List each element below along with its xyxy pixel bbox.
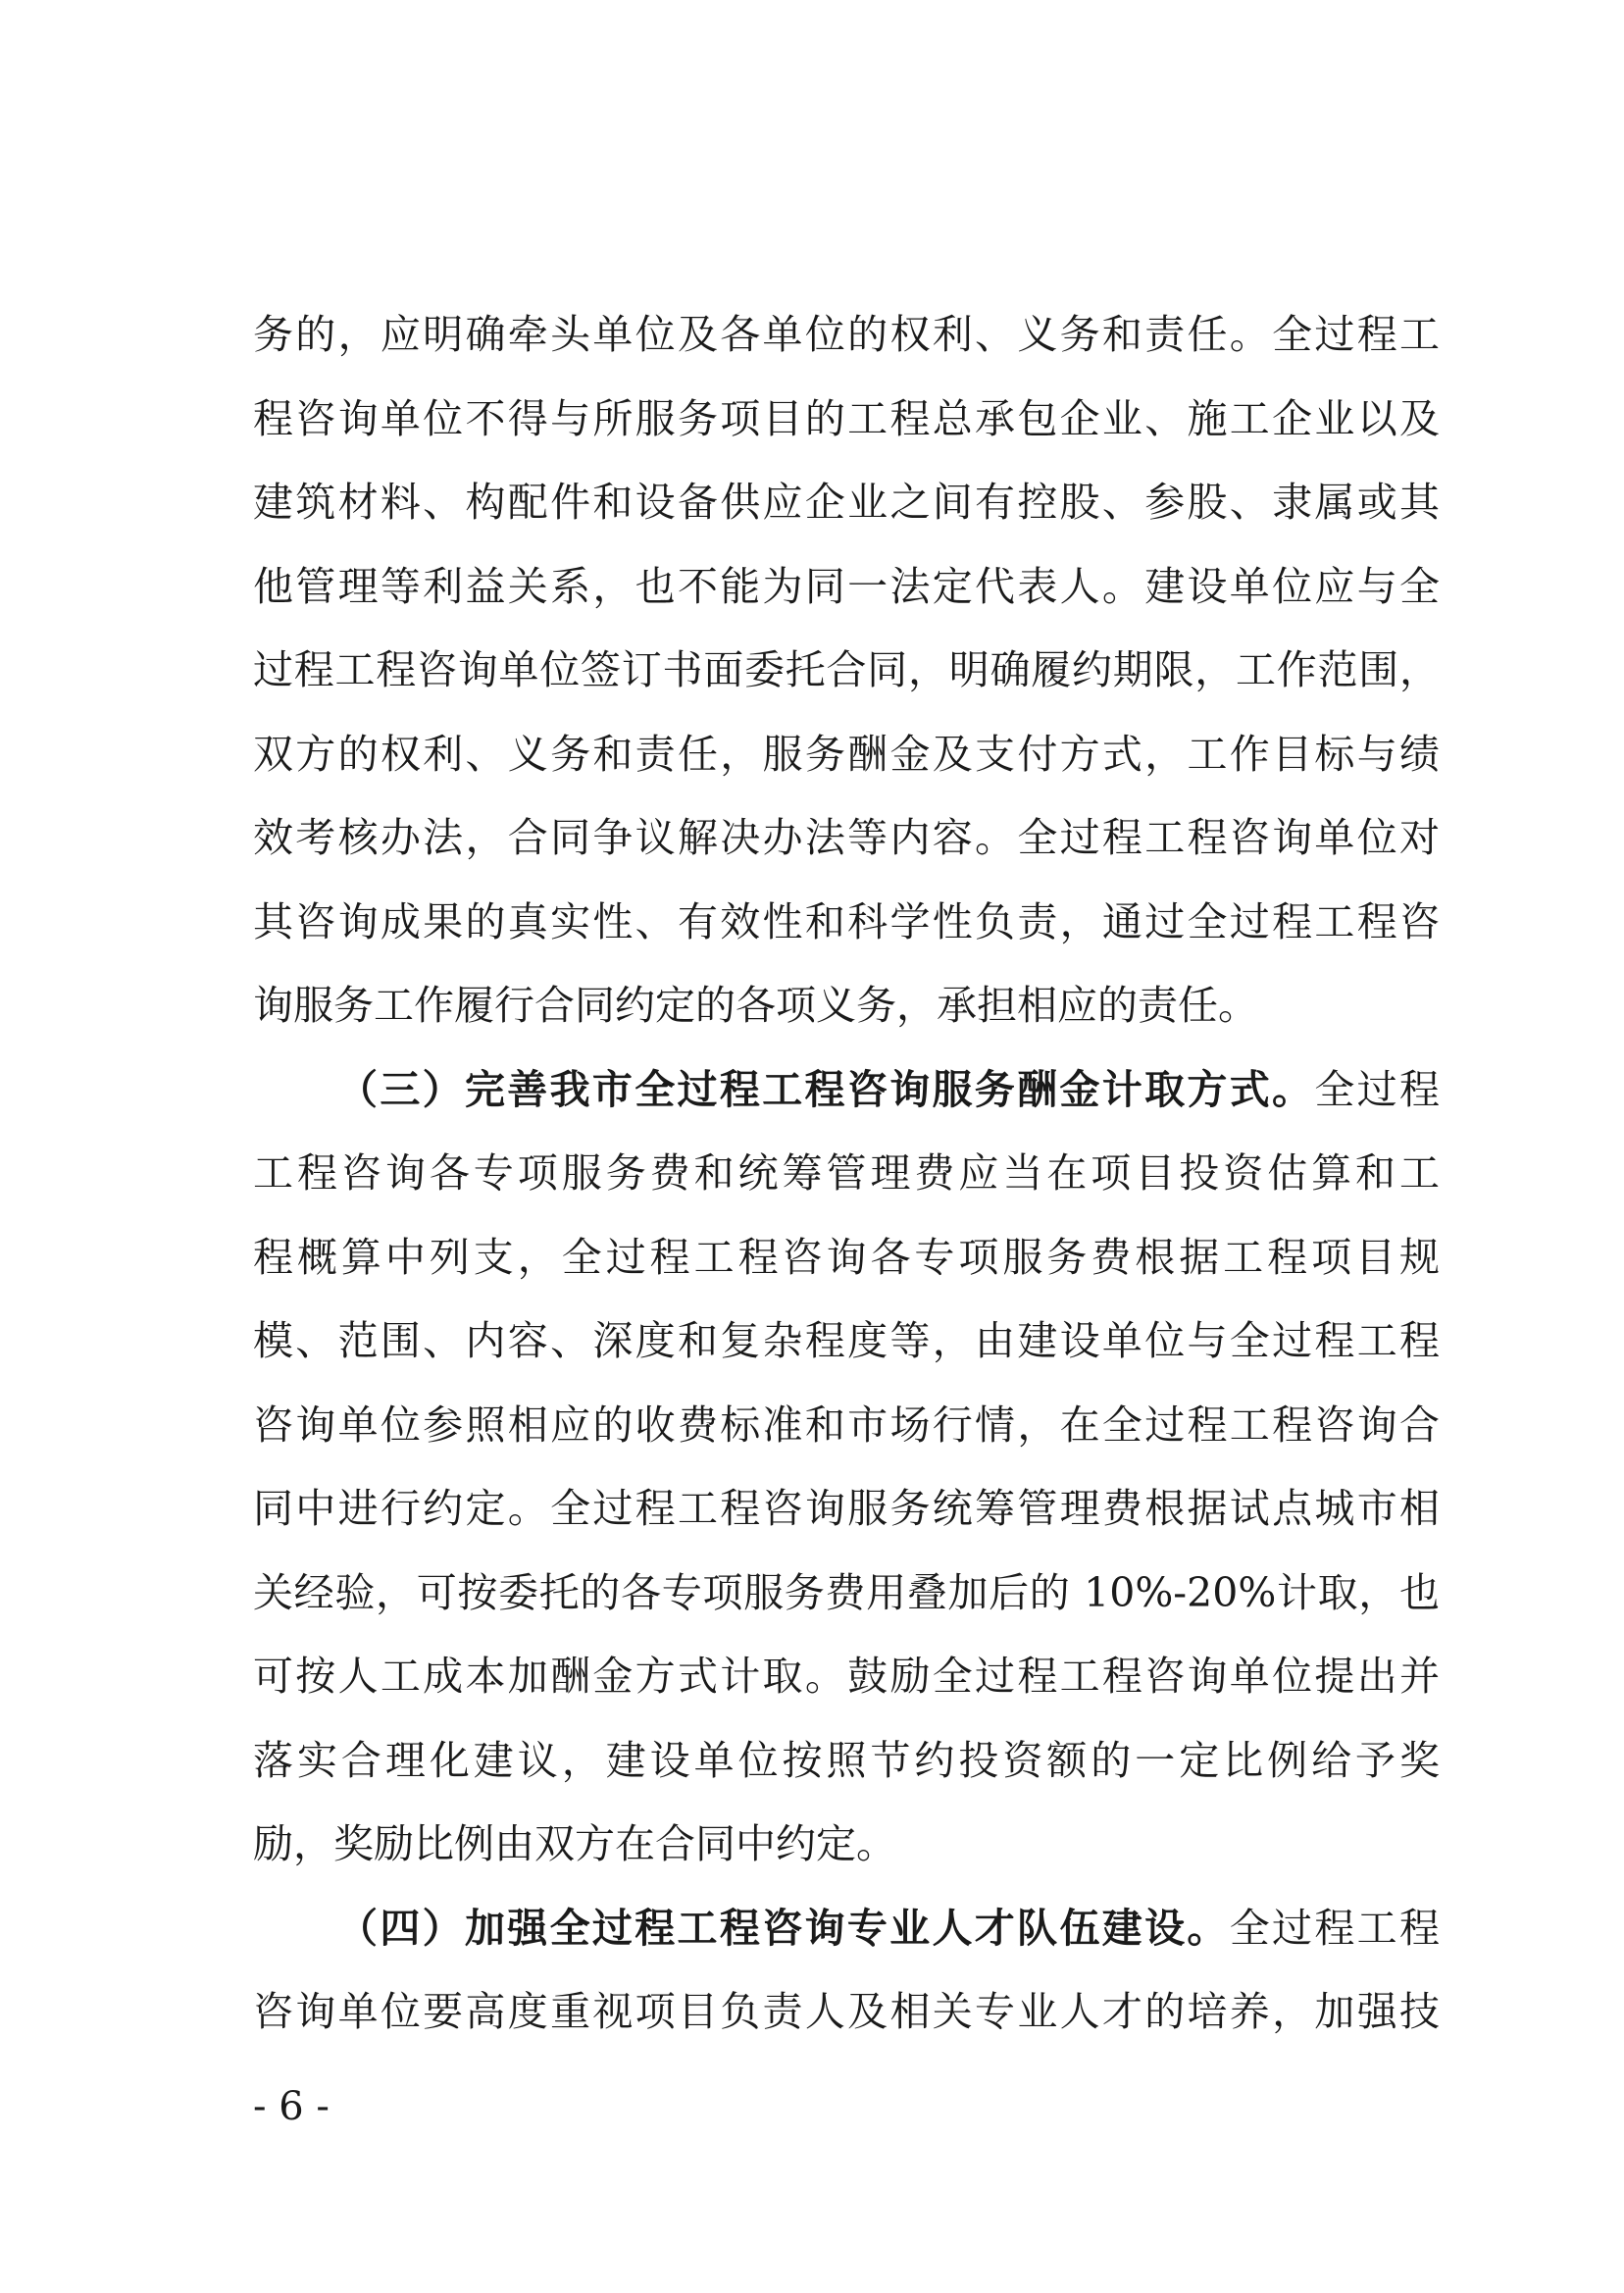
body-text-line (253, 1551, 1440, 1635)
body-text-line (253, 377, 1440, 461)
line-text: 励，奖励比例由双方在合同中约定。 (253, 1820, 896, 1867)
line-text: 全过程工程 (1229, 1904, 1440, 1952)
line-text: 效考核办法，合同争议解决办法等内容。全过程工程咨询单位对 (253, 814, 1440, 861)
line-text: 同中进行约定。全过程工程咨询服务统筹管理费根据试点城市相 (253, 1485, 1440, 1532)
line-text: 模、范围、内容、深度和复杂程度等，由建设单位与全过程工程 (253, 1317, 1440, 1364)
line-text: 务的，应明确牵头单位及各单位的权利、义务和责任。全过程工 (253, 311, 1440, 358)
line-text: 过程工程咨询单位签订书面委托合同，明确履约期限，工作范围， (253, 646, 1440, 693)
line-text: 可按人工成本加酬金方式计取。鼓励全过程工程咨询单位提出并 (253, 1653, 1440, 1700)
line-text: 他管理等利益关系，也不能为同一法定代表人。建设单位应与全 (253, 562, 1440, 610)
body-text-line (253, 1299, 1440, 1383)
body-text-line (253, 1969, 1440, 2054)
body-text-line (253, 880, 1440, 964)
body-text-line (253, 1634, 1440, 1718)
line-text: 工程咨询各专项服务费和统筹管理费应当在项目投资估算和工 (253, 1149, 1440, 1197)
body-text-line (253, 712, 1440, 796)
line-text: 落实合理化建议，建设单位按照节约投资额的一定比例给予奖 (253, 1736, 1440, 1784)
body-text-line (253, 1466, 1440, 1551)
body-text-line (253, 292, 1440, 377)
body-text-line (253, 1802, 1440, 1886)
line-text: 关经验，可按委托的各专项服务费用叠加后的 10%-20%计取，也 (253, 1568, 1440, 1616)
line-text: 建筑材料、构配件和设备供应企业之间有控股、参股、隶属或其 (253, 479, 1440, 526)
body-text-line (253, 795, 1440, 880)
line-text: 询服务工作履行合同约定的各项义务，承担相应的责任。 (253, 982, 1258, 1029)
line-text: 双方的权利、义务和责任，服务酬金及支付方式，工作目标与绩 (253, 730, 1440, 778)
line-text: 程概算中列支，全过程工程咨询各专项服务费根据工程项目规 (253, 1233, 1440, 1281)
line-text: 咨询单位参照相应的收费标准和市场行情，在全过程工程咨询合 (253, 1401, 1440, 1449)
body-text-line (253, 544, 1440, 629)
body-text-line (253, 1131, 1440, 1215)
line-text: 其咨询成果的真实性、有效性和科学性负责，通过全过程工程咨 (253, 897, 1440, 945)
body-text-line (253, 1718, 1440, 1803)
line-text: 咨询单位要高度重视项目负责人及相关专业人才的培养，加强技 (253, 1988, 1440, 2035)
line-text: 全过程 (1314, 1065, 1440, 1113)
section-heading: （三）完善我市全过程工程咨询服务酬金计取方式。 (337, 1065, 1315, 1113)
body-text-line (253, 963, 1440, 1047)
body-text-line (253, 1383, 1440, 1467)
line-text: 程咨询单位不得与所服务项目的工程总承包企业、施工企业以及 (253, 394, 1440, 442)
page-number: - 6 - (253, 2084, 330, 2129)
body-text-line (253, 1215, 1440, 1299)
section-heading-line (337, 1047, 1440, 1132)
body-text-line (253, 628, 1440, 712)
section-heading-line (337, 1886, 1440, 1970)
body-text-line (253, 460, 1440, 544)
section-heading: （四）加强全过程工程咨询专业人才队伍建设。 (337, 1904, 1230, 1952)
